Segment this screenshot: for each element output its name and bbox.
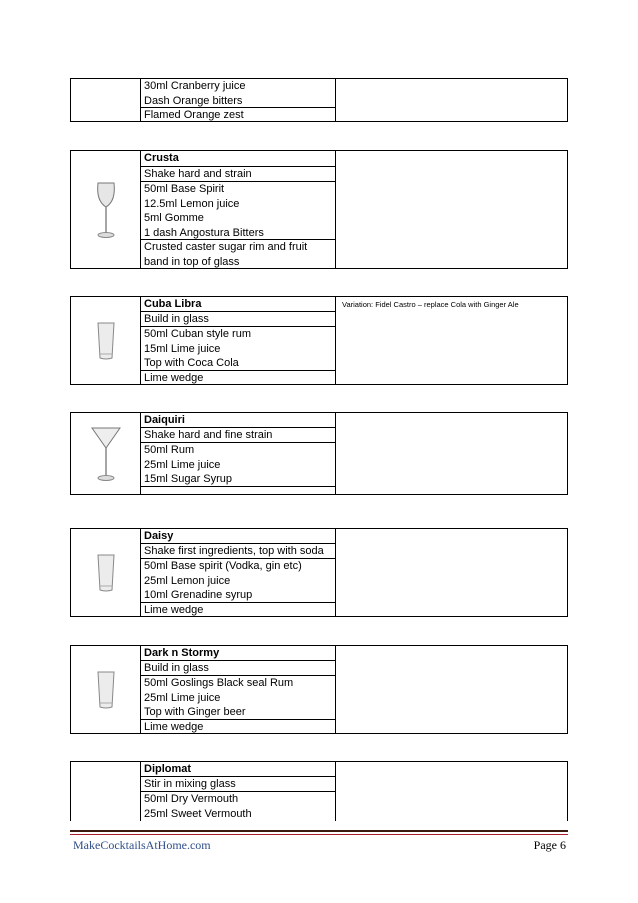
ingredient-line: 10ml Grenadine syrup: [144, 589, 253, 601]
garnish-cell: Lime wedge: [144, 372, 204, 384]
ingredient-line: Top with Coca Cola: [144, 357, 239, 369]
martini-glass-icon: [91, 426, 121, 482]
recipe-title: Cuba Libra: [141, 297, 335, 312]
recipe-title: Diplomat: [141, 762, 335, 777]
notes-cell: [336, 151, 567, 268]
ingredient-line: 50ml Dry Vermouth: [144, 793, 239, 805]
recipe-title: Dark n Stormy: [141, 646, 335, 661]
ingredients-cell: [141, 676, 335, 720]
ingredient-line: Dash Orange bitters: [144, 94, 243, 107]
ingredient-line: 30ml Cranberry juice: [144, 80, 246, 92]
ingredient-line: 5ml Gomme: [144, 212, 204, 224]
highball-glass-icon: [96, 670, 116, 710]
ingredient-line: 12.5ml Lemon juice: [144, 197, 240, 210]
glass-cell: [71, 762, 141, 821]
glass-cell: [71, 297, 141, 384]
recipe-details: [141, 297, 336, 384]
method-cell: Build in glass: [141, 312, 335, 327]
ingredient-line: Top with Ginger beer: [144, 706, 246, 718]
notes-cell: [336, 79, 567, 121]
ingredient-line: 25ml Lemon juice: [144, 574, 231, 587]
ingredient-line: 15ml Lime juice: [144, 342, 221, 355]
recipe-details: [141, 529, 336, 616]
ingredients-cell: [141, 559, 335, 603]
method-cell: Shake first ingredients, top with soda: [141, 544, 335, 559]
highball-glass-icon: [96, 321, 116, 361]
notes-cell: [336, 646, 567, 733]
recipe-table-continued: [70, 78, 568, 122]
recipe-table-diplomat: [70, 761, 568, 821]
ingredients-cell: [141, 792, 335, 822]
wine-glass-icon: [95, 181, 117, 239]
notes-cell: [336, 529, 567, 616]
recipe-details: [141, 762, 336, 821]
recipe-details: [141, 413, 336, 494]
footer-rule: [70, 830, 568, 832]
recipe-table-cuba-libra: [70, 296, 568, 385]
recipe-title: Daiquiri: [141, 413, 335, 428]
recipe-table-daiquiri: [70, 412, 568, 495]
ingredients-cell: [141, 327, 335, 371]
recipe-details: [141, 151, 336, 268]
footer-site-link[interactable]: MakeCocktailsAtHome.com: [73, 838, 211, 852]
garnish-cell: Lime wedge: [144, 604, 204, 616]
recipe-table-dark-n-stormy: [70, 645, 568, 734]
ingredient-line: 25ml Lime juice: [144, 691, 221, 704]
ingredient-line: 50ml Goslings Black seal Rum: [144, 677, 294, 689]
notes-cell: Variation: Fidel Castro – replace Cola with Ginger Ale: [342, 300, 519, 309]
highball-glass-icon: [96, 553, 116, 593]
garnish-line: band in top of glass: [144, 255, 240, 268]
glass-cell: [71, 151, 141, 268]
garnish-line: Crusted caster sugar rim and fruit: [144, 241, 308, 253]
footer-rule-accent: [70, 834, 568, 835]
ingredients-cell: [141, 182, 335, 240]
method-cell: Shake hard and strain: [141, 167, 335, 182]
notes-cell: [336, 413, 567, 494]
ingredient-line: 50ml Base Spirit: [144, 183, 225, 195]
ingredient-line: 1 dash Angostura Bitters: [144, 226, 264, 239]
method-cell: Stir in mixing glass: [141, 777, 335, 792]
recipe-table-crusta: [70, 150, 568, 269]
ingredients-cell: [141, 79, 335, 108]
method-cell: Shake hard and fine strain: [141, 428, 335, 443]
glass-cell: [71, 646, 141, 733]
ingredient-line: 25ml Sweet Vermouth: [144, 807, 252, 820]
garnish-cell: [141, 240, 335, 269]
ingredients-cell: [141, 443, 335, 487]
ingredient-line: 15ml Sugar Syrup: [144, 473, 233, 485]
recipe-table-daisy: [70, 528, 568, 617]
notes-cell: [336, 762, 567, 821]
recipe-details: [141, 79, 336, 121]
page-number: Page 6: [533, 838, 566, 852]
garnish-cell: Lime wedge: [144, 721, 204, 733]
ingredient-line: 25ml Lime juice: [144, 458, 221, 471]
ingredient-line: 50ml Rum: [144, 444, 195, 456]
glass-cell: [71, 529, 141, 616]
method-cell: Build in glass: [141, 661, 335, 676]
garnish-cell: Flamed Orange zest: [144, 109, 244, 121]
recipe-title: Daisy: [141, 529, 335, 544]
recipe-title: Crusta: [141, 151, 335, 167]
ingredient-line: 50ml Cuban style rum: [144, 328, 251, 340]
glass-cell: [71, 413, 141, 494]
recipe-details: [141, 646, 336, 733]
glass-cell: [71, 79, 141, 121]
ingredient-line: 50ml Base spirit (Vodka, gin etc): [144, 560, 302, 572]
